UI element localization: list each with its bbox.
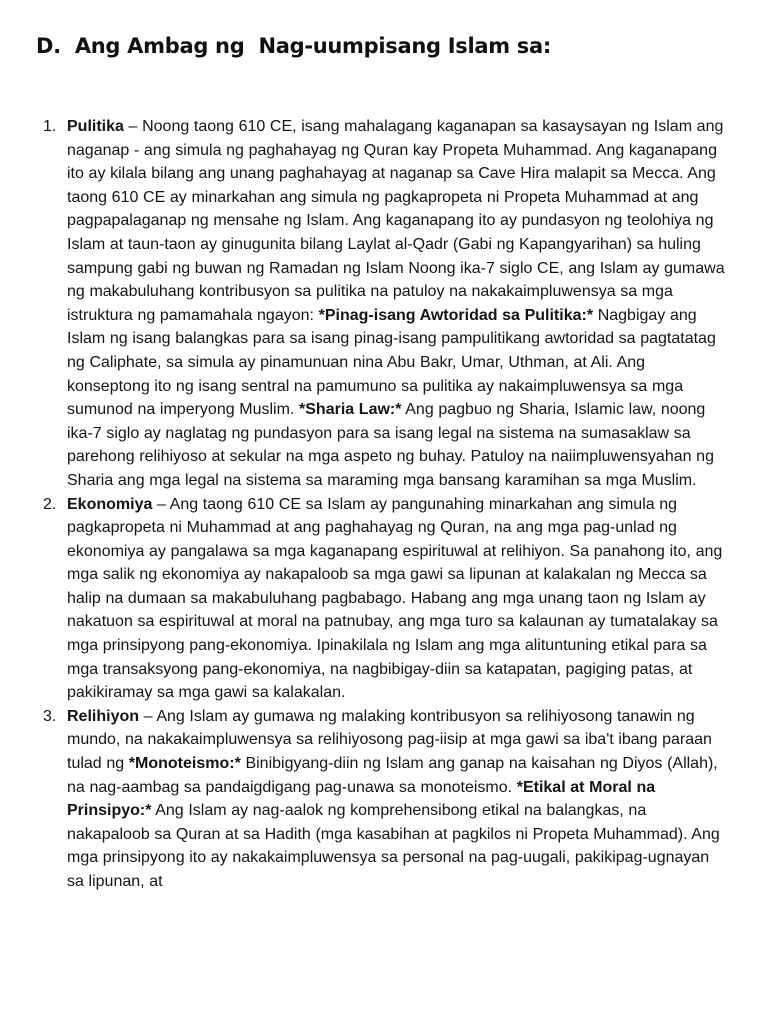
item-text bbox=[67, 118, 725, 489]
numbered-list bbox=[0, 115, 768, 894]
section-heading: D. Ang Ambag ng Nag-uumpisang Islam sa: bbox=[36, 34, 551, 58]
list-item-relihiyon bbox=[0, 705, 729, 894]
subheading-monotheism: *Monoteismo:* bbox=[128, 755, 241, 773]
paragraph-text: – Ang taong 610 CE sa Islam ay pangunahing minarkahan ang simula ng pagkapropeta ni Muhammad at ang paghahayag ng Quran, na ang mga pag-unlad ng ekonomiya ay pangalawa sa mga kaganapang espirituwal at relihiyon. Sa panahong ito, ang mga salik ng ekonomiya ay nakapaloob sa mga gawi sa lipunan at kalakalan ng Mecca sa halip na dumaan sa makabuluhang pagbabago. Habang ang mga unang taon ng Islam ay nakatuon sa espirituwal at moral na patnubay, ang mga turo sa kalaunan ay tumatalakay sa mga prinsipyong pang-ekonomiya. Ipinakilala ng Islam ang mga alituntuning etikal para sa mga transaksyong pang-ekonomiya, na nagbibigay-diin sa katapatan, pagiging patas, at pakikiramay sa mga gawi sa kalakalan. bbox=[67, 495, 723, 702]
item-text bbox=[67, 708, 720, 890]
paragraph-text: Ang pagbuo ng Sharia, Islamic law, noong ika-7 siglo ay naglatag ng pundasyon para sa isang legal na sistema na sumasaklaw sa parehong relihiyoso at sekular na mga aspeto ng buhay. Patuloy na naiimpluwensyahan ng Sharia ang mga legal na sistema sa maraming mga bansang karamihan sa mga Muslim. bbox=[67, 401, 714, 489]
paragraph-text: – Ang Islam ay gumawa ng malaking kontribusyon sa relihiyosong tanawin ng mundo, na nakakaimpluwensya sa relihiyosong pag-iisip at mga gawi sa iba't ibang paraan tulad ng bbox=[67, 707, 712, 773]
subheading-sharia-law: *Sharia Law:* bbox=[299, 401, 402, 419]
item-number: 1. bbox=[43, 118, 57, 135]
item-number: 3. bbox=[43, 707, 57, 725]
item-title: Relihiyon bbox=[67, 707, 140, 725]
subheading-ethical-moral: *Etikal at Moral na Prinsipyo:* bbox=[67, 778, 656, 820]
subheading-unified-authority: *Pinag-isang Awtoridad sa Pulitika:* bbox=[318, 306, 594, 324]
item-number: 2. bbox=[43, 495, 57, 513]
paragraph-text: – Noong taong 610 CE, isang mahalagang kaganapan sa kasaysayan ng Islam ang naganap - ang simula ng paghahayag ng Quran kay Propeta Muhammad. Ang kaganapang ito ay kilala bilang ang unang paghahayag at naganap sa Cave Hira malapit sa Mecca. Ang taong 610 CE ay minarkahan ang simula ng pagkapropeta ni Propeta Muhammad at ang pagpapalaganap ng mensahe ng Islam. Ang kaganapang ito ay pundasyon ng teolohiya ng Islam at taun-taon ay ginugunita bilang Laylat al-Qadr (Gabi ng Kapangyarihan) sa huling sampung gabi ng buwan ng Ramadan ng Islam Noong ika-7 siglo CE, ang Islam ay gumawa ng makabuluhang kontribusyon sa pulitika na patuloy na nakakaimpluwensya sa mga istruktura ng pamamahala ngayon: bbox=[67, 118, 725, 324]
item-title: Ekonomiya bbox=[67, 495, 153, 513]
paragraph-text: Nagbigay ang Islam ng isang balangkas para sa isang pinag-isang pampulitikang awtoridad sa pagtatatag ng Caliphate, sa simula ay pinamunuan nina Abu Bakr, Umar, Uthman, at Ali. Ang konseptong ito ng isang sentral na pamumuno sa pulitika ay nakaimpluwensya sa mga sumunod na imperyong Muslim. bbox=[67, 306, 716, 419]
list-item-ekonomiya bbox=[0, 493, 729, 705]
item-title: Pulitika bbox=[67, 118, 124, 135]
list-item-pulitika bbox=[0, 115, 729, 493]
item-text bbox=[67, 496, 722, 702]
paragraph-text: Ang Islam ay nag-aalok ng komprehensibong etikal na balangkas, na nakapaloob sa Quran at sa Hadith (mga kasabihan at pagkilos ni Propeta Muhammad). Ang mga prinsipyong ito ay nakakaimpluwensya sa personal na pag-uugali, pakikipag-ugnayan sa lipunan, at bbox=[67, 802, 720, 890]
paragraph-text: Binibigyang-diin ng Islam ang ganap na kaisahan ng Diyos (Allah), na nag-aambag sa pandaigdigang pag-unawa sa monoteismo. bbox=[67, 755, 718, 796]
